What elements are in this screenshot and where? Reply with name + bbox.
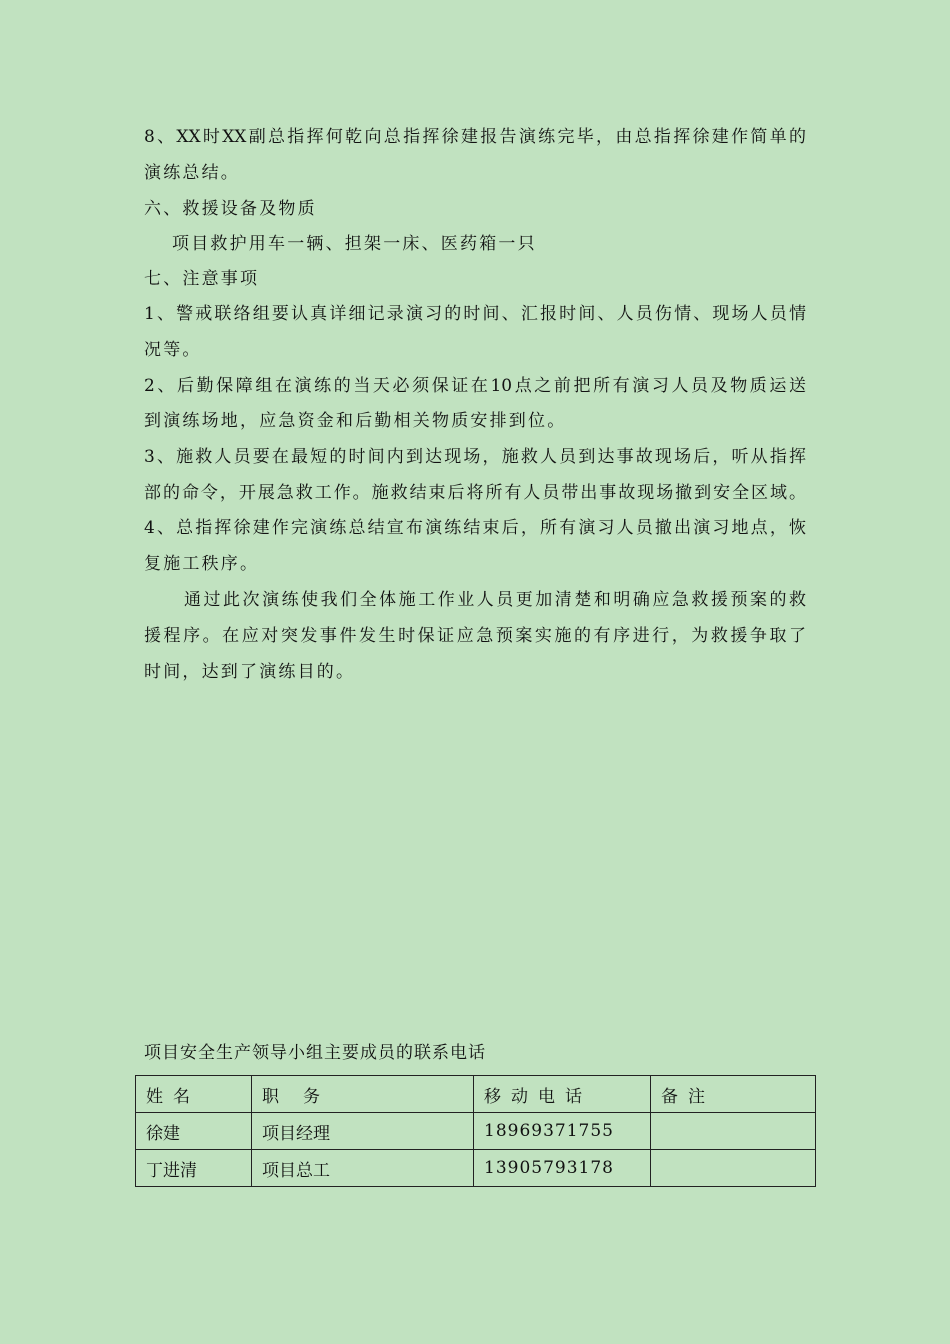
header-phone: 移动电话 bbox=[474, 1076, 651, 1113]
table-header-row bbox=[136, 1076, 816, 1113]
note-1-line-1: 1、警戒联络组要认真详细记录演习的时间、汇报时间、人员伤情、现场人员情 bbox=[144, 304, 806, 324]
summary-line-3: 时间，达到了演练目的。 bbox=[144, 662, 356, 682]
contact-table-title: 项目安全生产领导小组主要成员的联系电话 bbox=[144, 1043, 486, 1063]
contact-table bbox=[135, 1075, 816, 1187]
cell-name: 丁进清 bbox=[136, 1150, 252, 1187]
cell-phone: 18969371755 bbox=[474, 1113, 651, 1150]
note-2-line-2: 到演练场地，应急资金和后勤相关物质安排到位。 bbox=[144, 411, 567, 431]
note-2-line-1: 2、后勤保障组在演练的当天必须保证在10点之前把所有演习人员及物质运送 bbox=[144, 376, 806, 396]
summary-line-1: 通过此次演练使我们全体施工作业人员更加清楚和明确应急救援预案的救 bbox=[184, 590, 806, 610]
table-row bbox=[136, 1113, 816, 1150]
summary-line-2: 援程序。在应对突发事件发生时保证应急预案实施的有序进行，为救援争取了 bbox=[144, 626, 806, 646]
section-6-content: 项目救护用车一辆、担架一床、医药箱一只 bbox=[172, 234, 537, 254]
section-7-heading: 七、注意事项 bbox=[144, 269, 260, 289]
header-position: 职务 bbox=[252, 1076, 474, 1113]
cell-position: 项目总工 bbox=[252, 1150, 474, 1187]
header-remark: 备注 bbox=[651, 1076, 816, 1113]
note-4-line-2: 复施工秩序。 bbox=[144, 554, 260, 574]
section-6-heading: 六、救援设备及物质 bbox=[144, 199, 317, 219]
note-3-line-1: 3、施救人员要在最短的时间内到达现场，施救人员到达事故现场后，听从指挥 bbox=[144, 447, 806, 467]
cell-remark bbox=[651, 1113, 816, 1150]
cell-name: 徐建 bbox=[136, 1113, 252, 1150]
table-row bbox=[136, 1150, 816, 1187]
header-name: 姓名 bbox=[136, 1076, 252, 1113]
cell-position: 项目经理 bbox=[252, 1113, 474, 1150]
paragraph-8-line-1: 8、XX时XX副总指挥何乾向总指挥徐建报告演练完毕，由总指挥徐建作简单的 bbox=[144, 127, 806, 147]
paragraph-8-line-2: 演练总结。 bbox=[144, 163, 240, 183]
note-1-line-2: 况等。 bbox=[144, 340, 202, 360]
cell-phone: 13905793178 bbox=[474, 1150, 651, 1187]
cell-remark bbox=[651, 1150, 816, 1187]
note-4-line-1: 4、总指挥徐建作完演练总结宣布演练结束后，所有演习人员撤出演习地点，恢 bbox=[144, 518, 806, 538]
note-3-line-2: 部的命令，开展急救工作。施救结束后将所有人员带出事故现场撤到安全区域。 bbox=[144, 483, 806, 503]
